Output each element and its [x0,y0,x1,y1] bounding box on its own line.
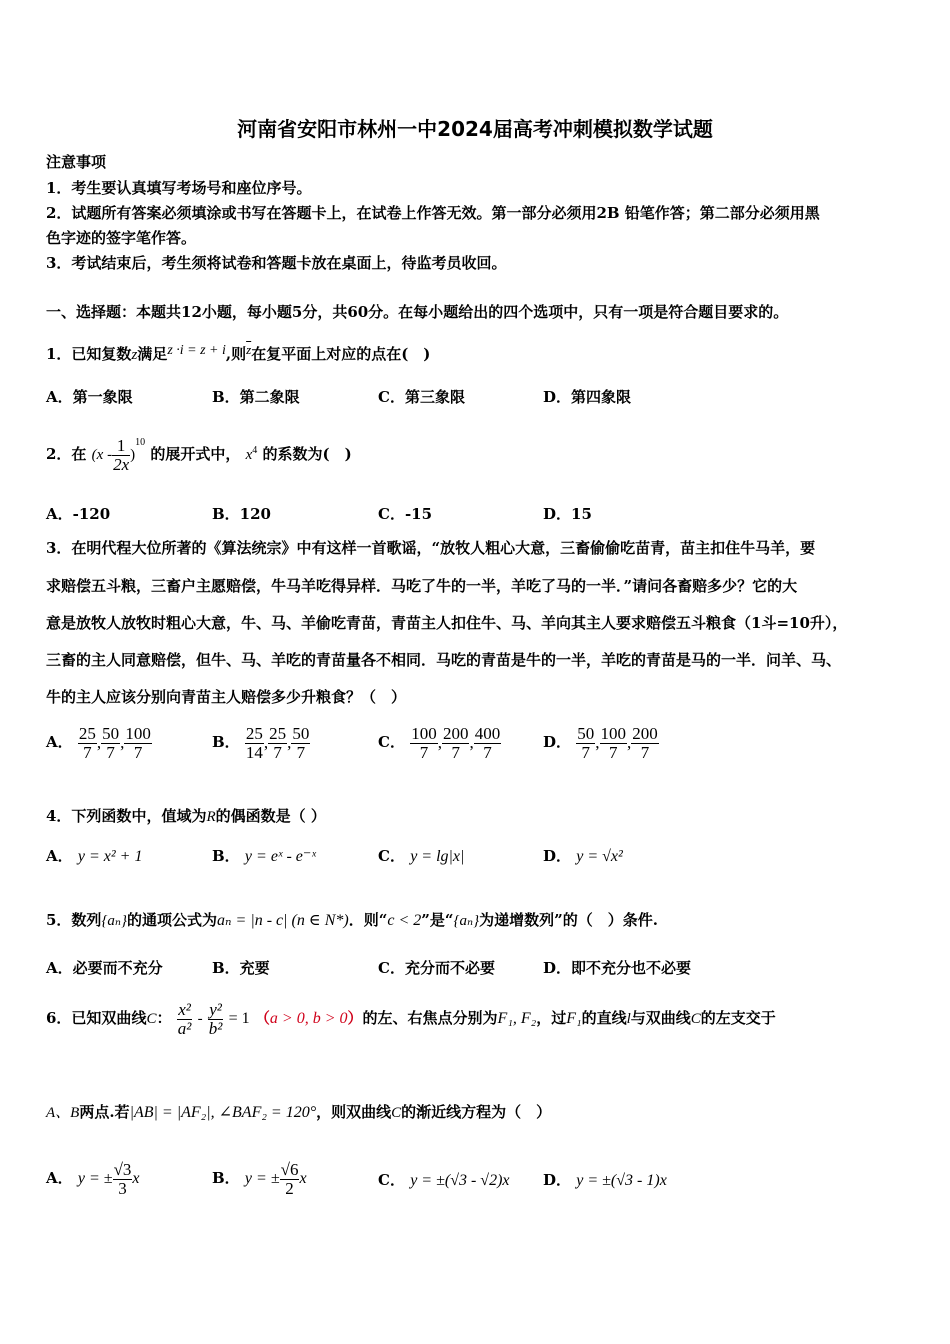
q1-option-b[interactable]: B．第二象限 [212,388,300,406]
q2-option-c[interactable]: C．-15 [378,505,433,523]
q4-option-a[interactable]: A． y = x² + 1 [46,847,143,865]
question-3-line: 求赔偿五斗粮，三畜户主愿赔偿，牛马羊吃得异样．马吃了牛的一半，羊吃了马的一半．”请问各畜赔多少？它的大 [46,577,798,595]
q1-option-c[interactable]: C．第三象限 [378,388,465,406]
question-3-line: 意是放牧人放牧时粗心大意，牛、马、羊偷吃青苗，青苗主人扣住牛、马、羊向其主人要求赔偿五斗粮食（1斗=10升）， [46,614,848,632]
question-5: 5．数列{aₙ}的通项公式为aₙ = |n - c| (n ∈ N*)．则“c < 2”是“{aₙ}为递增数列”的（ ）条件. [46,911,658,929]
q4-option-b[interactable]: B． y = eˣ - e⁻ˣ [212,847,316,865]
notice-item: 色字迹的签字笔作答。 [46,229,197,247]
q2-option-d[interactable]: D．15 [543,505,592,523]
q1-option-a[interactable]: A．第一象限 [46,388,133,406]
notice-item: 2．试题所有答案必须填涂或书写在答题卡上，在试卷上作答无效。第一部分必须用2B 铅笔作答；第二部分必须用黑 [46,204,820,222]
q6-option-d[interactable]: D． y = ±(√3 - 1)x [543,1171,667,1189]
page-title: 河南省安阳市林州一中2024届高考冲刺模拟数学试题 [237,117,713,141]
question-2: 2．在 (x - $\frac{1}{2x}$ )$^{10}$ 的展开式中， $x^4$ 的系数为( ) [46,435,352,474]
q5-option-d[interactable]: D．即不充分也不必要 [543,959,692,977]
question-1: 1．已知复数z满足z ·i = z + i,则$\overline{z}$在复平面上对应的点在( ) [46,342,431,363]
notice-item: 1．考生要认真填写考场号和座位序号。 [46,179,312,197]
question-4: 4．下列函数中，值域为R的偶函数是（ ） [46,807,326,825]
q1-option-d[interactable]: D．第四象限 [543,388,632,406]
question-3-line: 三畜的主人同意赔偿，但牛、马、羊吃的青苗量各不相同．马吃的青苗是牛的一半，羊吃的青苗是马的一半．问羊、马、 [46,651,842,669]
q2-option-a[interactable]: A．-120 [46,505,111,523]
q3-option-a[interactable]: A． $\frac{25}{7}$ , $\frac{50}{7}$ , $\frac{100}{7}$ [46,723,151,762]
q5-option-a[interactable]: A．必要而不充分 [46,959,163,977]
notice-item: 3．考试结束后，考生须将试卷和答题卡放在桌面上，待监考员收回。 [46,254,507,272]
q4-option-d[interactable]: D． y = √x² [543,847,623,865]
q3-option-d[interactable]: D． $\frac{50}{7}$ , $\frac{100}{7}$ , $\frac{200}{7}$ [543,723,658,762]
notice-heading: 注意事项 [46,153,107,171]
q3-option-b[interactable]: B． $\frac{25}{14}$ , $\frac{25}{7}$ , $\frac{50}{7}$ [212,723,310,762]
q2-option-b[interactable]: B．120 [212,505,271,523]
q4-option-c[interactable]: C． y = lg|x| [378,847,465,865]
section-header: 一、选择题：本题共12小题，每小题5分，共60分。在每小题给出的四个选项中，只有一项是符合题目要求的。 [46,303,789,321]
question-3-line: 3．在明代程大位所著的《算法统宗》中有这样一首歌谣，“放牧人粗心大意，三畜偷偷吃苗青，苗主扣住牛马羊，要 [46,539,816,557]
question-6-line-2: A、B两点.若|AB| = |AF₂|, ∠BAF₂ = 120°，则双曲线C的渐近线方程为（ ） [46,1103,552,1121]
question-3-line: 牛的主人应该分别向青苗主人赔偿多少升粮食？（ ） [46,688,407,706]
q6-option-c[interactable]: C． y = ±(√3 - √2)x [378,1171,510,1189]
q5-option-b[interactable]: B．充要 [212,959,270,977]
q5-option-c[interactable]: C．充分而不必要 [378,959,495,977]
q6-option-a[interactable]: A． y = ± $\frac{√3}{3}$ x [46,1159,140,1198]
question-6: 6．已知双曲线C： $\frac{\text{x²}}{\text{a²}}$ - $\frac{\text{y²}}{\text{b²}}$ = 1 （a > 0, b > 0）的左、右焦点分别为F₁, F₂，过F₁的直线l与双曲线C的左支交于 [46,999,776,1038]
q3-option-c[interactable]: C． $\frac{100}{7}$ , $\frac{200}{7}$ , $\frac{400}{7}$ [378,723,501,762]
q6-option-b[interactable]: B． y = ± $\frac{√6}{2}$ x [212,1159,307,1198]
